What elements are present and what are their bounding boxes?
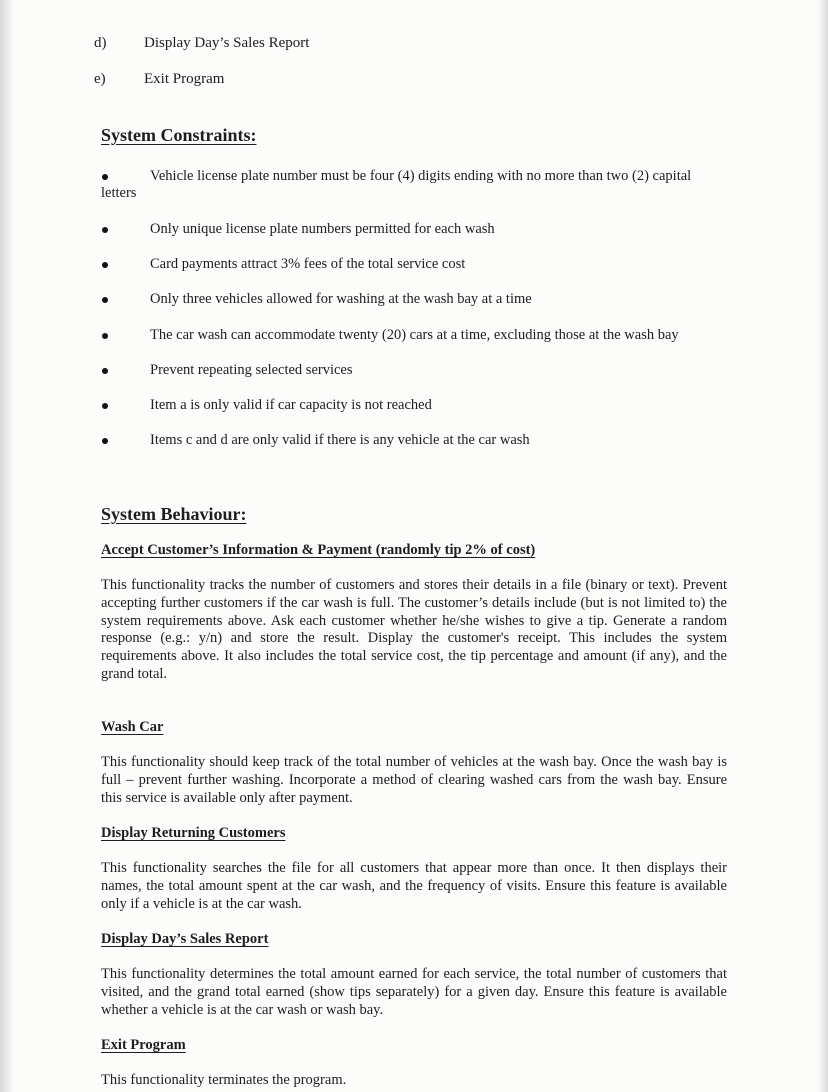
constraint-item: Only three vehicles allowed for washing at the wash bay at a time (150, 291, 532, 307)
bullet-icon (102, 297, 108, 303)
bullet-icon (102, 227, 108, 233)
constraint-item: Items c and d are only valid if there is any vehicle at the car wash (150, 432, 530, 448)
section-body-wash-car: This functionality should keep track of the total number of vehicles at the wash bay. Once the wash bay is full – prevent further washing. Incorporate a method of clearing washed cars from the wash bay. Ensure this service is available only after payment. (101, 754, 727, 806)
section-body-returning-customers: This functionality searches the file for all customers that appear more than once. It then displays their names, the total amount spent at the car wash, and the frequency of visits. Ensure this feature is available only if a vehicle is at the car wash. (101, 860, 727, 912)
menu-item-d-letter: d) (94, 35, 107, 51)
section-title-sales-report: Display Day’s Sales Report (101, 931, 269, 947)
bullet-icon (102, 262, 108, 268)
bullet-icon (102, 333, 108, 339)
constraints-heading: System Constraints: (101, 125, 257, 145)
bullet-icon (102, 438, 108, 444)
section-title-returning-customers: Display Returning Customers (101, 825, 286, 841)
section-body-accept-customer: This functionality tracks the number of customers and stores their details in a file (binary or text). Prevent accepting further customers if the car wash is full. The customer’s details include (but is not limited to) the system requirements above. Ask each customer whether he/she wishes to give a tip. Generate a random response (e.g.: y/n) and store the result. Display the customer's receipt. This includes the system requirements above. It also includes the total service cost, the tip percentage and amount (if any), and the grand total. (101, 577, 727, 682)
behaviour-heading: System Behaviour: (101, 504, 247, 524)
menu-item-d-label: Display Day’s Sales Report (144, 35, 310, 51)
constraint-item: The car wash can accommodate twenty (20) cars at a time, excluding those at the wash bay (150, 327, 679, 343)
bullet-icon (102, 403, 108, 409)
constraint-item: Only unique license plate numbers permitted for each wash (150, 221, 495, 237)
menu-item-e-label: Exit Program (144, 71, 225, 87)
section-title-exit-program: Exit Program (101, 1037, 186, 1053)
constraint-item-first: Vehicle license plate number must be four (4) digits ending with no more than two (2) capital (150, 168, 692, 184)
page-edge-shadow-left (0, 0, 14, 1092)
bullet-icon (102, 368, 108, 374)
constraint-item: Card payments attract 3% fees of the total service cost (150, 256, 466, 272)
constraint-item: Item a is only valid if car capacity is not reached (150, 397, 432, 413)
bullet-icon (102, 174, 108, 180)
constraint-item-first-wrap: letters (101, 185, 137, 201)
section-body-sales-report: This functionality determines the total amount earned for each service, the total number of customers that visited, and the grand total earned (show tips separately) for a given day. Ensure this feature is available whether a vehicle is at the car wash or wash bay. (101, 966, 727, 1018)
section-title-accept-customer: Accept Customer’s Information & Payment (randomly tip 2% of cost) (101, 542, 536, 558)
page-edge-shadow-right (818, 0, 828, 1092)
section-body-exit-program: This functionality terminates the program. (101, 1072, 347, 1088)
section-title-wash-car: Wash Car (101, 719, 164, 735)
constraint-item: Prevent repeating selected services (150, 362, 353, 378)
menu-item-e-letter: e) (94, 71, 106, 87)
